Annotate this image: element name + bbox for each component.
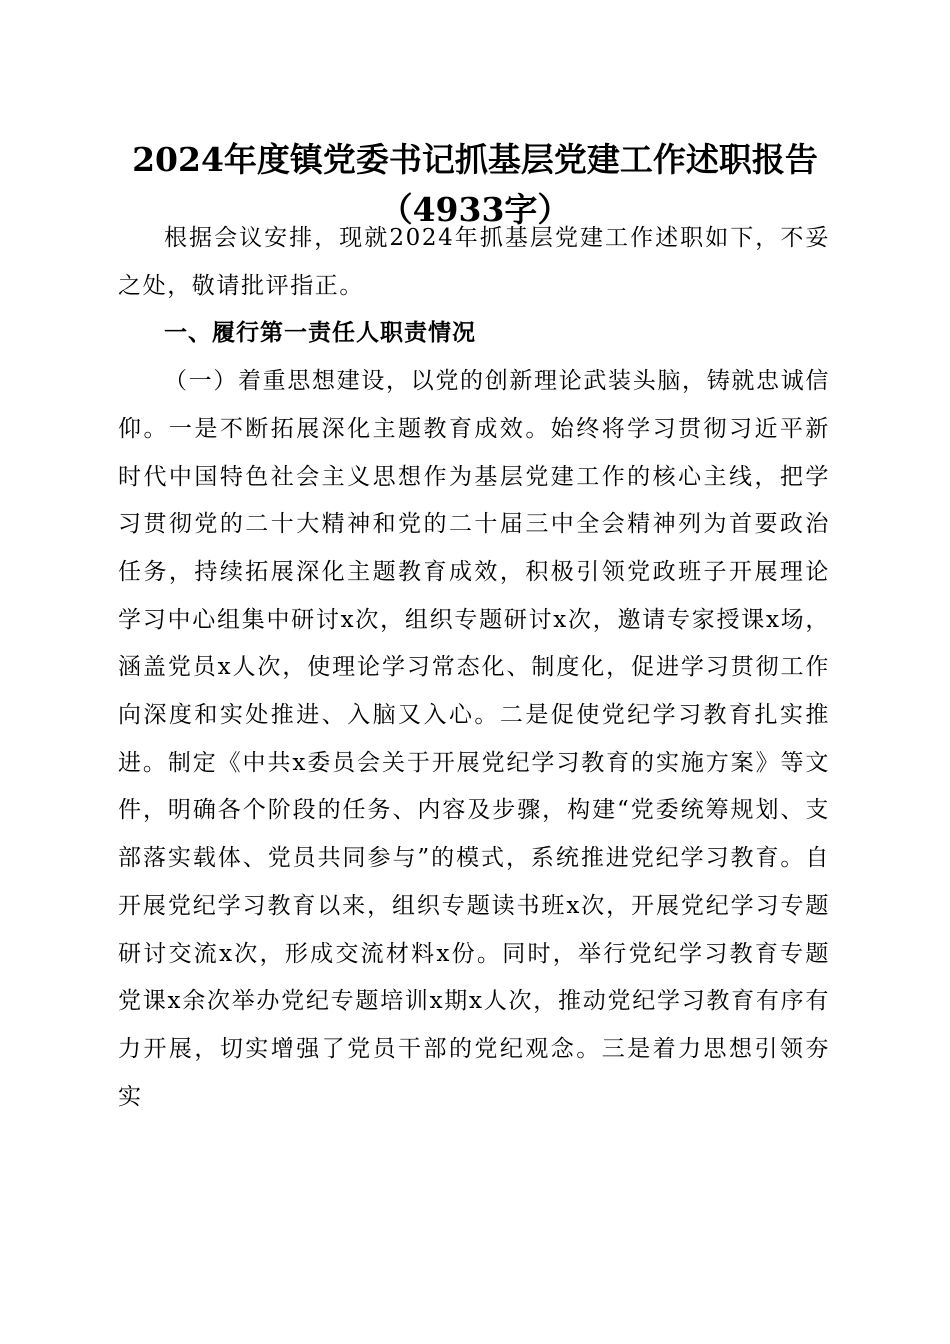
document-title: 2024年度镇党委书记抓基层党建工作述职报告（4933字） [132,140,818,229]
section-heading: 一、履行第一责任人职责情况 [164,320,476,347]
document-body [118,215,830,1121]
intro-paragraph: 根据会议安排，现就2024年抓基层党建工作述职如下，不妥之处，敬请批评指正。 [118,225,830,299]
body-paragraph: （一）着重思想建设，以党的创新理论武装头脑，铸就忠诚信仰。一是不断拓展深化主题教育成效。始终将学习贯彻习近平新时代中国特色社会主义思想作为基层党建工作的核心主线，把学习贯彻党的二十大精神和党的二十届三中全会精神列为首要政治任务，持续拓展深化主题教育成效，积极引领党政班子开展理论学习中心组集中研讨x次，组织专题研讨x次，邀请专家授课x场，涵盖党员x人次，使理论学习常态化、制度化，促进学习贯彻工作向深度和实处推进、入脑又入心。二是促使党纪学习教育扎实推进。制定《中共x委员会关于开展党纪学习教育的实施方案》等文件，明确各个阶段的任务、内容及步骤，构建“党委统筹规划、支部落实载体、党员共同参与”的模式，系统推进党纪学习教育。自开展党纪学习教育以来，组织专题读书班x次，开展党纪学习专题研讨交流x次，形成交流材料x份。同时，举行党纪学习教育专题党课x余次举办党纪专题培训x期x人次，推动党纪学习教育有序有力开展，切实增强了党员干部的党纪观念。三是着力思想引领夯实 [118,368,830,1110]
